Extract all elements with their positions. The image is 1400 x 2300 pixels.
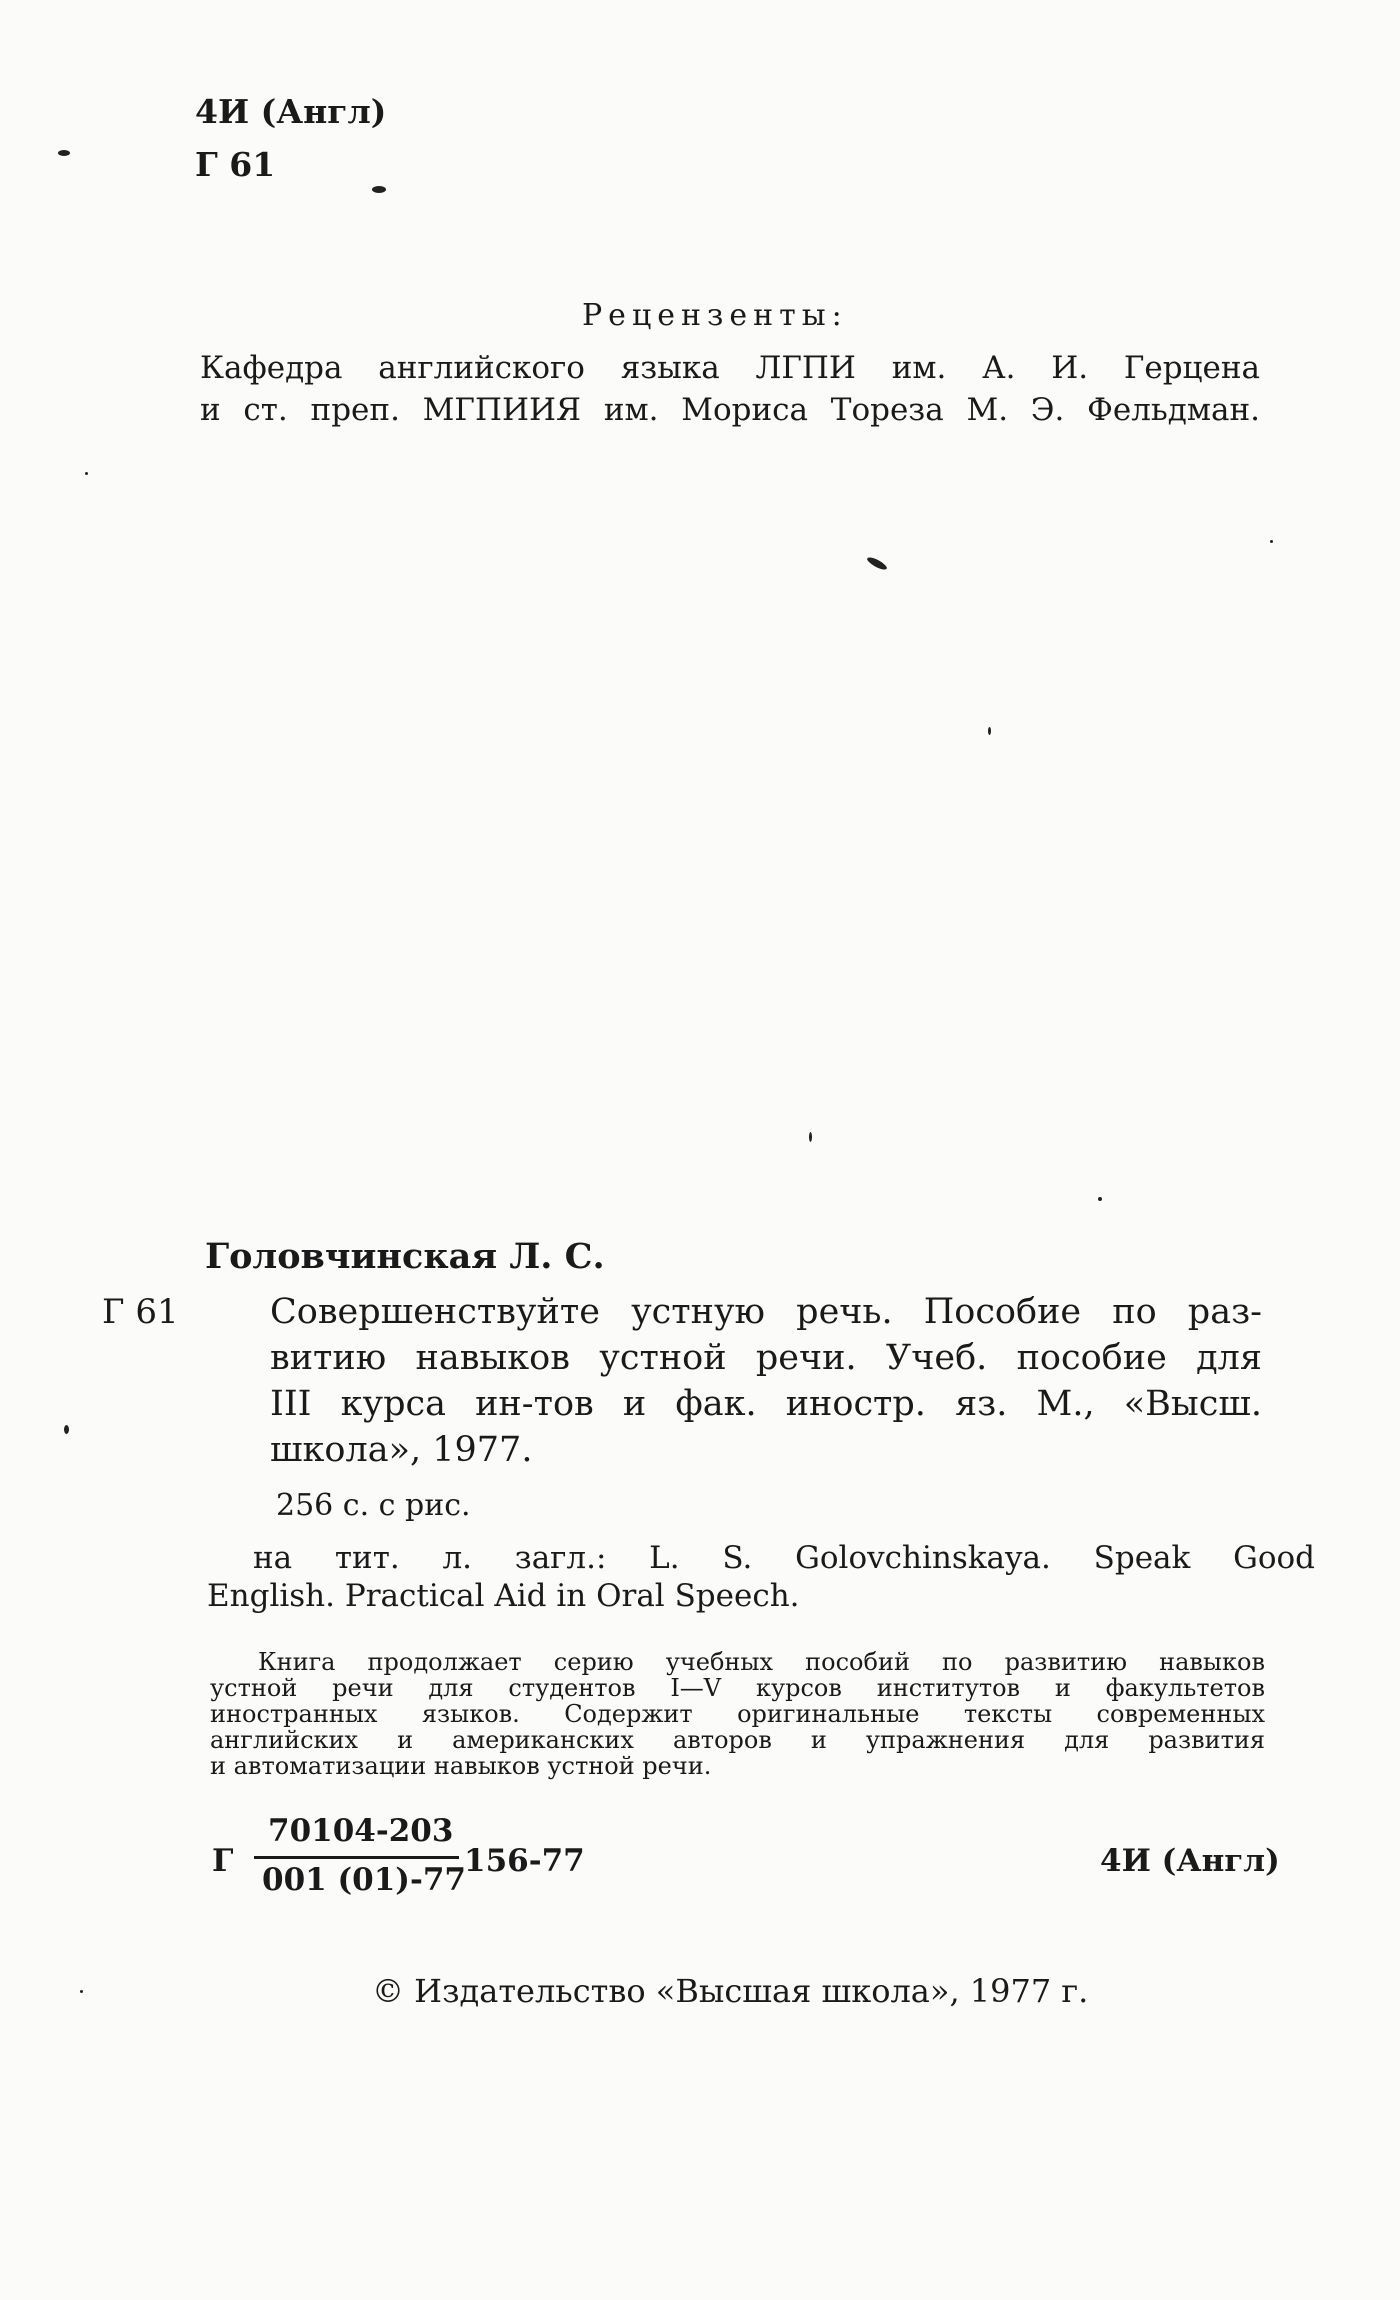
scan-speck [372,186,386,193]
copyright-line: © Издательство «Высшая школа», 1977 г. [372,1972,1089,2010]
catalog-code-letter: Г [212,1843,234,1879]
author-name: Головчинская Л. С. [205,1236,605,1277]
entry-line: витию навыков устной речи. Учеб. пособие для [270,1338,1262,1378]
scan-speck [1098,1197,1102,1201]
scan-speck [988,727,991,735]
entry-line: школа», 1977. [270,1430,533,1470]
scan-speck [809,1132,812,1142]
annotation-line: и автоматизации навыков устной речи. [210,1752,712,1780]
scan-speck [58,150,70,156]
catalog-code-denominator: 001 (01)-77 [262,1862,466,1898]
catalog-index: Г 61 [195,145,276,184]
entry-line: III курса ин-тов и фак. иностр. яз. М., «Высш. [270,1384,1262,1424]
fraction-bar [254,1856,459,1859]
scan-speck [866,555,889,572]
udc-code: 4И (Англ) [195,92,387,131]
scan-speck [80,1990,83,1993]
page-count: 256 с. с рис. [276,1488,471,1523]
annotation-line: Книга продолжает серию учебных пособий по развитию навыков [258,1648,1265,1676]
reviewers-line: Кафедра английского языка ЛГПИ им. А. И. Герцена [200,350,1260,386]
reviewers-line: и ст. преп. МГПИИЯ им. Мориса Тореза М. Э. Фельдман. [200,392,1260,428]
annotation-line: иностранных языков. Содержит оригинальные тексты современных [210,1700,1265,1728]
scan-speck [1270,540,1273,543]
reviewers-heading: Рецензенты: [582,298,848,333]
title-page-line: English. Practical Aid in Oral Speech. [207,1578,800,1614]
annotation-line: устной речи для студентов I—V курсов институтов и факультетов [210,1674,1265,1702]
scan-speck [85,472,88,475]
catalog-code-suffix: 156-77 [464,1843,585,1879]
scan-speck [64,1425,69,1434]
entry-line: Совершенствуйте устную речь. Пособие по раз- [270,1292,1262,1332]
catalog-code-numerator: 70104-203 [268,1813,454,1849]
annotation-line: английских и американских авторов и упражнения для развития [210,1726,1265,1754]
catalog-code-udc: 4И (Англ) [1100,1843,1280,1879]
entry-index: Г 61 [102,1292,179,1332]
title-page-line: на тит. л. загл.: L. S. Golovchinskaya. Speak Good [253,1540,1315,1576]
